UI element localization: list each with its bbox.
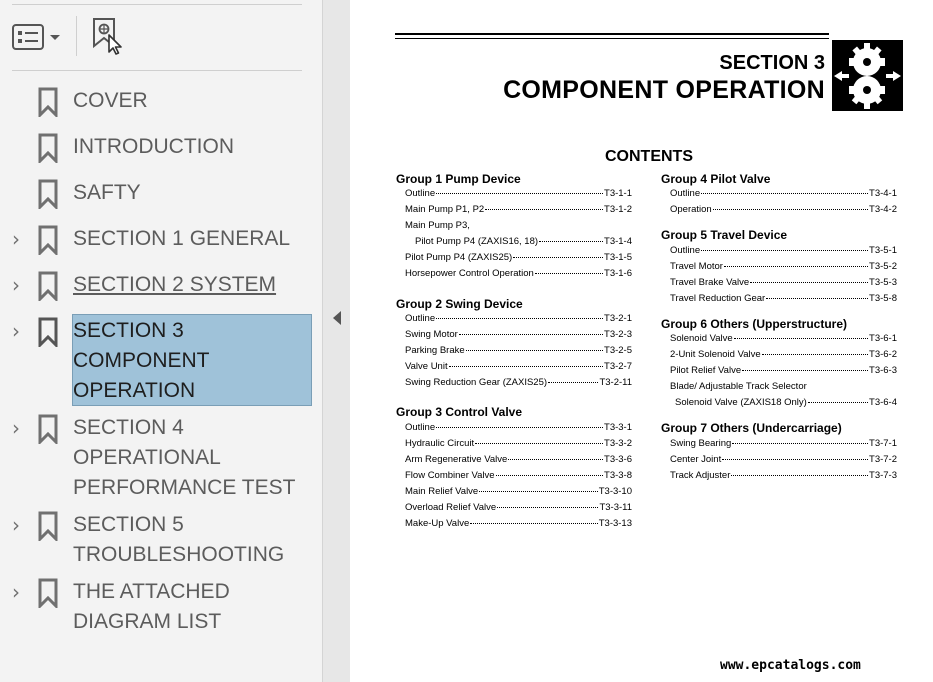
bookmark-cover[interactable] — [0, 86, 323, 118]
toc-group-title: Group 1 Pump Device — [396, 172, 521, 186]
toc-entry-text: Flow Combiner Valve — [405, 470, 495, 481]
toc-entry-page: T3-7-1 — [869, 438, 897, 449]
bookmark-label-line2: TROUBLESHOOTING — [73, 543, 285, 566]
toc-entry[interactable] — [670, 188, 897, 202]
gear-pump-logo — [832, 40, 903, 111]
toc-entry-text: Center Joint — [670, 454, 722, 465]
toc-entry-page: T3-2-1 — [604, 313, 632, 324]
toc-entry[interactable] — [405, 313, 632, 327]
toc-entry-text: Main Pump P3, — [405, 220, 470, 231]
chevron-right-icon[interactable]: › — [12, 227, 20, 251]
toc-entry-page: T3-3-2 — [604, 438, 632, 449]
toc-entry-text: Hydraulic Circuit — [405, 438, 475, 449]
toc-entry-text: Arm Regenerative Valve — [405, 454, 508, 465]
toc-entry[interactable] — [675, 397, 897, 411]
bookmark-icon — [38, 225, 58, 255]
toc-entry-page: T3-1-2 — [604, 204, 632, 215]
dot-leader — [762, 354, 868, 355]
toc-entry-page: T3-5-8 — [869, 293, 897, 304]
toc-entry[interactable] — [670, 349, 897, 363]
dot-leader — [808, 402, 868, 403]
dot-leader — [475, 443, 603, 444]
toc-entry[interactable] — [405, 438, 632, 452]
section-number: SECTION 3 — [719, 52, 825, 74]
bookmark-section-1[interactable] — [0, 224, 323, 256]
bookmark-label-line3: PERFORMANCE TEST — [73, 476, 296, 499]
toc-entry-page: T3-3-6 — [604, 454, 632, 465]
toc-entry-text: Pilot Relief Valve — [670, 365, 742, 376]
dot-leader — [470, 523, 597, 524]
bookmark-section-2[interactable] — [0, 270, 323, 302]
toc-entry-page: T3-6-2 — [869, 349, 897, 360]
dot-leader — [497, 507, 598, 508]
bookmark-label-line3: OPERATION — [73, 379, 196, 402]
chevron-right-icon[interactable]: › — [12, 513, 20, 537]
gear-pump-icon — [832, 40, 903, 111]
bookmark-icon — [38, 87, 58, 117]
toc-entry-page: T3-3-1 — [604, 422, 632, 433]
toc-entry-page: T3-2-11 — [599, 377, 632, 388]
dot-leader — [731, 475, 868, 476]
dot-leader — [436, 318, 603, 319]
bookmark-section-3[interactable] — [0, 314, 323, 406]
toc-entry-text: Pilot Pump P4 (ZAXIS25) — [405, 252, 513, 263]
toc-entry-page: T3-1-4 — [604, 236, 632, 247]
contents-heading: CONTENTS — [605, 148, 693, 165]
dot-leader — [732, 443, 868, 444]
toc-entry[interactable] — [405, 361, 632, 375]
toc-group-title: Group 2 Swing Device — [396, 297, 523, 311]
toc-entry-text: Main Pump P1, P2 — [405, 204, 485, 215]
toc-entry[interactable] — [405, 329, 632, 343]
bookmark-label-line1: SECTION 5 — [73, 513, 184, 536]
toc-entry[interactable] — [670, 381, 897, 395]
chevron-right-icon[interactable]: › — [12, 416, 20, 440]
bookmark-label: INTRODUCTION — [73, 135, 234, 158]
dot-leader — [742, 370, 868, 371]
toc-entry[interactable] — [405, 486, 632, 500]
dot-leader — [436, 193, 603, 194]
toc-entry-text: Solenoid Valve (ZAXIS18 Only) — [675, 397, 807, 408]
toc-entry-page: T3-5-3 — [869, 277, 897, 288]
toc-entry[interactable] — [670, 365, 897, 379]
toc-entry-text: Swing Motor — [405, 329, 458, 340]
toc-group-title: Group 5 Travel Device — [661, 228, 788, 242]
toc-entry-page: T3-3-11 — [599, 502, 632, 513]
toc-entry[interactable] — [405, 345, 632, 359]
dot-leader — [535, 273, 603, 274]
dot-leader — [539, 241, 603, 242]
bookmark-label-line2: OPERATIONAL — [73, 446, 221, 469]
toc-entry-text: Main Relief Valve — [405, 486, 479, 497]
bookmark-label-line1: SECTION 3 — [73, 319, 184, 342]
toc-entry-text: Outline — [405, 422, 436, 433]
toc-entry[interactable] — [405, 220, 632, 234]
bookmark-attached-diagram-list[interactable] — [0, 577, 323, 639]
toc-entry-text: Track Adjuster — [670, 470, 731, 481]
chevron-right-icon[interactable]: › — [12, 319, 20, 343]
options-menu-button[interactable] — [12, 20, 62, 54]
bookmark-icon — [38, 414, 58, 444]
bookmark-label-line2: DIAGRAM LIST — [73, 610, 222, 633]
bookmark-icon — [38, 179, 58, 209]
toc-entry-page: T3-6-3 — [869, 365, 897, 376]
dot-leader — [436, 427, 603, 428]
toc-group-title: Group 6 Others (Upperstructure) — [661, 317, 848, 331]
toc-entry-page: T3-5-1 — [869, 245, 897, 256]
bookmark-icon — [38, 511, 58, 541]
toc-entry-text: Make-Up Valve — [405, 518, 470, 529]
toc-entry-text: Outline — [670, 188, 701, 199]
toc-entry-text: Outline — [670, 245, 701, 256]
toc-entry-page: T3-6-1 — [869, 333, 897, 344]
toc-entry-page: T3-4-2 — [869, 204, 897, 215]
collapse-panel-icon[interactable] — [331, 309, 343, 327]
toc-group-title: Group 3 Control Valve — [396, 405, 523, 419]
toc-entry-page: T3-2-7 — [604, 361, 632, 372]
toc-entry-page: T3-1-5 — [604, 252, 632, 263]
header-rule — [395, 33, 829, 35]
header-rule-thin — [395, 38, 829, 39]
toc-entry[interactable] — [670, 245, 897, 259]
chevron-right-icon[interactable]: › — [12, 273, 20, 297]
dot-leader — [485, 209, 603, 210]
chevron-down-icon — [48, 32, 62, 42]
toc-entry-text: Swing Reduction Gear (ZAXIS25) — [405, 377, 548, 388]
toc-entry[interactable] — [670, 293, 897, 307]
toc-entry[interactable] — [405, 188, 632, 202]
toc-group-title: Group 4 Pilot Valve — [661, 172, 771, 186]
toc-entry-page: T3-3-10 — [598, 486, 632, 497]
toc-entry[interactable] — [670, 470, 897, 484]
list-options-icon — [12, 24, 44, 50]
toc-entry-page: T3-5-2 — [869, 261, 897, 272]
bookmark-label: SECTION 1 GENERAL — [73, 227, 291, 250]
toc-entry-text: Swing Bearing — [670, 438, 732, 449]
bookmark-icon — [38, 317, 58, 347]
toc-entry[interactable] — [415, 236, 632, 250]
dot-leader — [722, 459, 868, 460]
toc-entry[interactable] — [405, 518, 632, 532]
toc-entry-page: T3-1-6 — [604, 268, 632, 279]
bookmark-label: COVER — [73, 89, 148, 112]
toc-entry-text: Travel Brake Valve — [670, 277, 750, 288]
toc-entry[interactable] — [405, 204, 632, 218]
toc-entry-page: T3-1-1 — [604, 188, 632, 199]
toc-entry-text: Horsepower Control Operation — [405, 268, 534, 279]
bookmark-icon — [38, 578, 58, 608]
toc-entry[interactable] — [670, 204, 897, 218]
toc-entry-text: Outline — [405, 313, 436, 324]
toc-entry-text: 2-Unit Solenoid Valve — [670, 349, 761, 360]
toc-entry[interactable] — [405, 252, 632, 266]
bookmark-icon — [38, 271, 58, 301]
toc-entry-page: T3-3-8 — [604, 470, 632, 481]
panel-splitter[interactable] — [323, 0, 350, 682]
dot-leader — [734, 338, 868, 339]
toc-entry[interactable] — [405, 377, 632, 391]
bookmark-add-icon — [90, 16, 126, 56]
dot-leader — [701, 193, 868, 194]
toc-entry[interactable] — [670, 454, 897, 468]
dot-leader — [466, 350, 603, 351]
add-bookmark-button[interactable] — [90, 16, 126, 56]
toc-entry-page: T3-3-13 — [598, 518, 632, 529]
toc-entry[interactable] — [670, 438, 897, 452]
bookmark-label-line1: SECTION 4 — [73, 416, 184, 439]
toc-entry-page: T3-2-5 — [604, 345, 632, 356]
toc-entry-text: Outline — [405, 188, 436, 199]
toc-entry[interactable] — [405, 422, 632, 436]
bookmarks-panel — [0, 0, 323, 682]
toc-entry[interactable] — [670, 277, 897, 291]
toc-group-title: Group 7 Others (Undercarriage) — [661, 421, 842, 435]
toolbar-bottom-divider — [12, 70, 302, 71]
dot-leader — [724, 266, 868, 267]
dot-leader — [701, 250, 868, 251]
toc-entry[interactable] — [405, 502, 632, 516]
toc-entry-text: Blade/ Adjustable Track Selector — [670, 381, 807, 392]
toc-entry-page: T3-6-4 — [869, 397, 897, 408]
toc-entry-text: Operation — [670, 204, 712, 215]
section-title: COMPONENT OPERATION — [503, 76, 825, 104]
toc-entry[interactable] — [670, 333, 897, 347]
dot-leader — [766, 298, 868, 299]
chevron-right-icon[interactable]: › — [12, 580, 20, 604]
bookmark-safty[interactable] — [0, 178, 323, 210]
toolbar-divider — [76, 16, 77, 56]
bookmark-section-4[interactable] — [0, 413, 323, 505]
dot-leader — [548, 382, 598, 383]
dot-leader — [449, 366, 603, 367]
toc-entry-text: Solenoid Valve — [670, 333, 733, 344]
toc-entry-text: Overload Relief Valve — [405, 502, 497, 513]
bookmark-introduction[interactable] — [0, 132, 323, 164]
dot-leader — [713, 209, 868, 210]
toc-entry-page: T3-4-1 — [869, 188, 897, 199]
top-divider — [12, 4, 302, 5]
bookmark-icon — [38, 133, 58, 163]
toc-entry-page: T3-2-3 — [604, 329, 632, 340]
dot-leader — [513, 257, 603, 258]
toc-entry-page: T3-7-3 — [869, 470, 897, 481]
footer-watermark: www.epcatalogs.com — [720, 658, 861, 673]
dot-leader — [508, 459, 603, 460]
toc-entry-text: Pilot Pump P4 (ZAXIS16, 18) — [415, 236, 539, 247]
toc-entry-text: Travel Reduction Gear — [670, 293, 766, 304]
toc-entry-page: T3-7-2 — [869, 454, 897, 465]
dot-leader — [496, 475, 603, 476]
dot-leader — [750, 282, 868, 283]
toc-entry[interactable] — [405, 454, 632, 468]
dot-leader — [479, 491, 598, 492]
toc-entry-text: Valve Unit — [405, 361, 448, 372]
toc-entry[interactable] — [405, 470, 632, 484]
toc-entry-text: Parking Brake — [405, 345, 465, 356]
dot-leader — [459, 334, 603, 335]
bookmark-label-line2: COMPONENT — [73, 349, 210, 372]
toc-entry[interactable] — [670, 261, 897, 275]
toc-entry-text: Travel Motor — [670, 261, 723, 272]
bookmark-label-line1: THE ATTACHED — [73, 580, 230, 603]
toc-entry[interactable] — [405, 268, 632, 282]
bookmark-label: SECTION 2 SYSTEM — [73, 273, 277, 296]
bookmark-section-5[interactable] — [0, 510, 323, 572]
bookmark-label: SAFTY — [73, 181, 141, 204]
